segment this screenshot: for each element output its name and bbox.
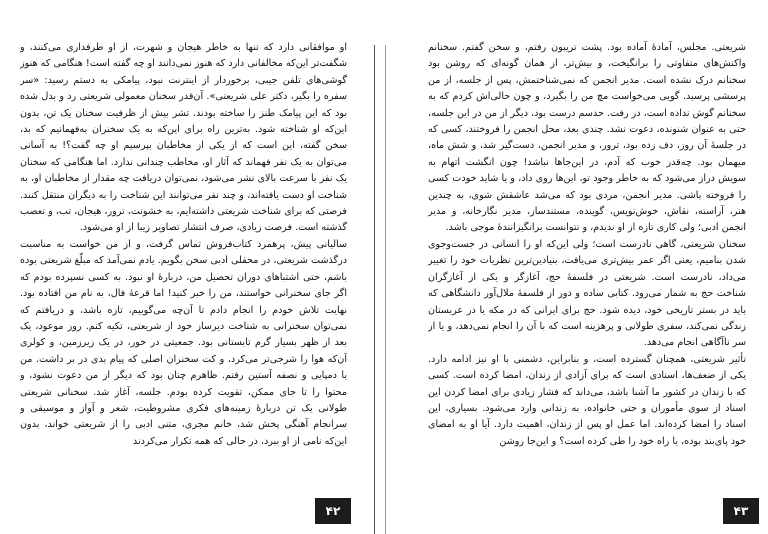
page-edge-left [374,45,375,534]
paragraph: او موافقانی دارد که تنها به خاطر هیجان و شهرت، از او طرفداری می‌کنند، و شگفت‌تر این‌که مخالفانی دارد که هنوز نمی‌دانند او چه گفته است! هنگامی که هنوز گوشی‌های تلفن جیبی، برخوردار از اینترنت نبود، پیامکی به دستم رسید: «سر سفره را بگیر، دکتر علی شریعتی». آن‌قدر سخنان معمولی شریعتی رد و بدل شده بود که این پیامک طنز را ساخته بودند. تشر بیش از ظرفیت سخنان یک تن، بدون این‌که او شناخته شود. به‌ترین راه برای این‌که به یک سخنران به‌فهمانیم که بد، سخن گفته، این است که از یکی از مخاطبان بپرسیم او چه گفت؟! به آسانی می‌توان به یک نفر فهماند که آثار او، مخاطب چندانی ندارد. اما هنگامی که سخنان یک نفر با سرعت بالای نشر می‌شود، نمی‌توان دریافت چه مقدار از مخاطبان او، به شناخت او دست یافته‌اند، و چند نفر می‌توانند این شناخت را به دیگران منتقل کنند. فرصتی که برای شناخت شریعتی داشته‌ایم، به خشونت، ترور، هیجان، تب، و تعصب گذشته است. فرصت زیادی، صرف انتشار تصاویر زیبا از او می‌شود. [20,42,347,234]
left-page [0,0,375,534]
paragraph: تأثیر شریعتی، همچنان گسترده است، و بنابراین، دشمنی با او نیز ادامه دارد. یکی از ضعف‌ها، اسنادی است که برای آزادی از زندان، امضا کرده است. کسی که با زندان در کشور ما آشنا باشد، می‌داند که فشار زیادی برای امضا کردن این اسناد از سوی مأموران و حتی خانواده، به زندانی وارد می‌شود. بسیاری، این اسناد را امضا کرده‌اند. اما عمل او پس از زندان، اهمیت دارد. آیا او به امضای خود پای‌بند بوده، یا راه خود را طی کرده است؟ و این‌جا روشن [428,353,746,447]
paragraph: شریعتی. مجلس، آمادهٔ آماده بود. پشت تریبون رفتم، و سخن گفتم. سخنانم واکنش‌های متفاوتی را برانگیخت، و بیش‌تر، از همان گونه‌ای که روشن بود سخنانم درک نشده است. مدیر انجمن که نمی‌شناختمش، پس از جلسه، از من پرسشی پرسید. گویی می‌خواست مچ من را بگیرد، و چون حالی‌اش کردم که به سخنانم گوش نداده است، در رفت. حدسم درست بود، دیگر از من در این جلسه، حتی به عنوان شنونده، دعوت نشد. چندی بعد، محل انجمن را فروختند، کسی که در جلسهٔ آن روز، دف زده بود، ترور، و مدیر انجمن، دست‌گیر شد، و شش ماه، میهمان بود. چه‌قدر خوب که آدم، در این‌جاها نباشد! چون انگشت اتهام به سویش دراز می‌شود که به خاطر وجود تو، این‌ها روی داد، و یا شاید خودت کسی را فروخته باشی. مدیر انجمن، مردی بود که می‌شد عاشقش شوی، به چندین هنر، آراسته، نقاش، خوش‌نویس، گوینده، مستندساز، مدیر نگارخانه، و مدیر انجمن ادبی؛ ولی کاری تازه از او ندیدم، و نتوانست برانگیزانندهٔ موجی باشد. [428,42,746,234]
right-page-body [428,40,746,465]
paragraph: سخنان شریعتی، گاهی نادرست است؛ ولی این‌که او را انسانی در جست‌وجوی شدن بنامیم، یعنی اگر عمر بیش‌تری می‌یافت، بنیادین‌ترین نظریات خود را تغییر می‌داد، نادرست است. شریعتی در فلسفهٔ حج، آغازگر و یکی از آغازگران شناخت حج به شمار می‌رود. کتابی ساده و دور از فلسفهٔ ملال‌آور دانشگاهی که باید در بستر تاریخی خود، دیده شود. حج برای ایرانی که در مکه یا در عربستان زندگی نمی‌کند، سفری طولانی و پرهزینه است که با آن را انجام نمی‌دهد، و یا از سر ناآگاهی انجام می‌دهد. [428,238,746,349]
left-page-body [20,40,347,510]
page-number: ۴۳ [723,498,759,524]
book-gutter [370,0,386,534]
page-number: ۴۲ [315,498,351,524]
paragraph: سالیانی پیش، پرهمرد کتاب‌فروش تماس گرفت، و از من خواست به مناسبت درگذشت شریعتی، در محفلی ادبی سخن بگویم. یادم نمی‌آمد که مبلّغ شریعتی بوده باشم، حتی اشتباهای دوران تحصیل من، درباره‌ٔ او نبود. به کسی نسپرده بودم که اگر جای سخنرانی خواستند، من را خبر کنید! اما قرعهٔ فال، به نام من افتاده بود. نهایت تلاش خودم را انجام دادم تا آن‌چه می‌گوییم، تازه باشد، و دریافتم که نمی‌توان سخنرانی به شناخت دیرساز خود از شریعتی، تکیه کنم. روز موعود، یک بعد از ظهر بسیار گرم تابستانی بود. جمعیتی در خور، در یک زیرزمین، و کولری آن‌که هوا را شرجی‌تر می‌کرد، و کت سخنران اصلی که پیام بدی در بر داشت. من با دمپایی و نصفه آستین رفتم. ظاهرم چنان بود که دیگر از من دعوت نشود، و محتوا را تا جای ممکن، تقویت کرده بودم. جلسه، آغاز شد. سخنانی شریعتی طولانی یک تن دربارهٔ زمینه‌های فکری مشروطیت، شعر و آواز و موسیقی و سرانجام آهنگی پخش شد، خانم مجری، متنی ادبی را از شریعتی خواند، بدون این‌که نامی از او ببرد، در حالی که همه تکرار می‌کردند [20,238,347,447]
right-page [386,0,768,534]
